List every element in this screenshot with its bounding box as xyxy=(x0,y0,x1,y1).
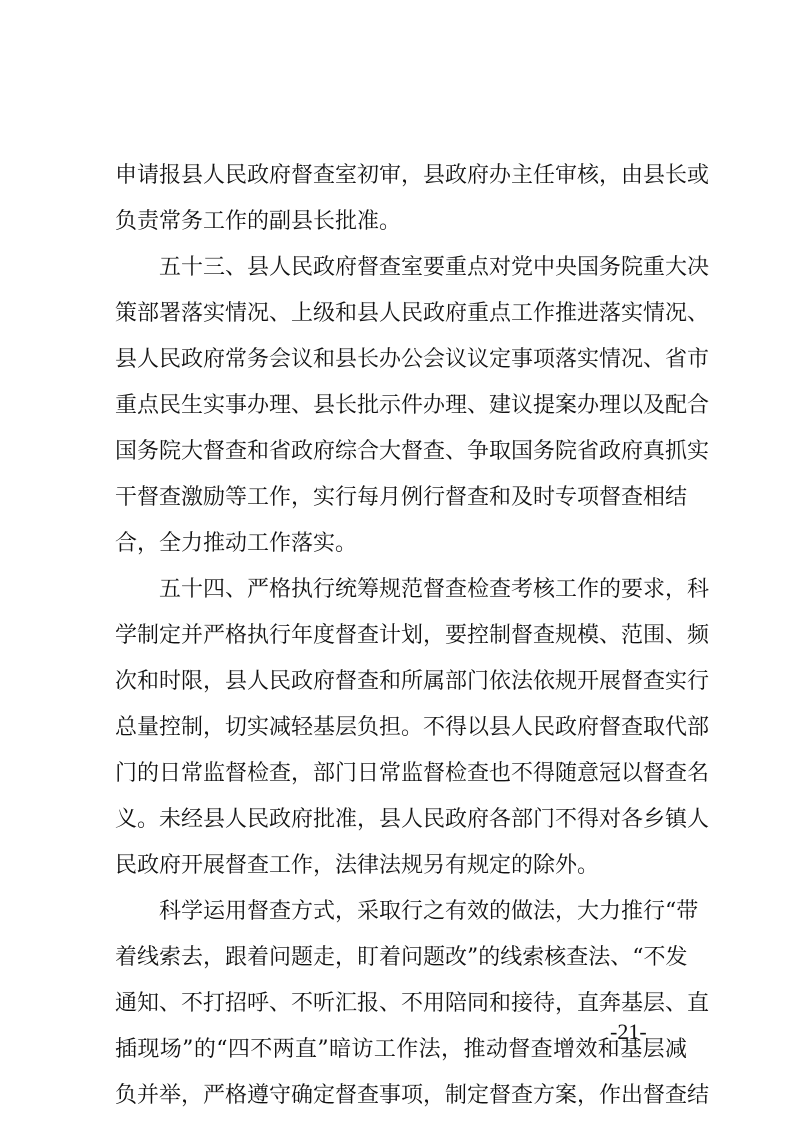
text-line: 策部署落实情况、上级和县人民政府重点工作推进落实情况、 xyxy=(115,301,710,326)
text-line: 总量控制，切实减轻基层负担。不得以县人民政府督查取代部 xyxy=(115,715,710,740)
text-line: 五十四、严格执行统筹规范督查检查考核工作的要求，科 xyxy=(159,577,710,602)
text-line: 重点民生实事办理、县长批示件办理、建议提案办理以及配合 xyxy=(115,393,710,418)
text-line: 通知、不打招呼、不听汇报、不用陪同和接待，直奔基层、直 xyxy=(115,991,710,1016)
body-text xyxy=(115,153,710,1119)
text-line: 着线索去，跟着问题走，盯着问题改”的线索核查法、“不发 xyxy=(115,945,688,970)
text-line: 次和时限，县人民政府督查和所属部门依法依规开展督查实行 xyxy=(115,669,710,694)
text-line: 科学运用督查方式，采取行之有效的做法，大力推行“带 xyxy=(159,899,699,924)
text-line: 负责常务工作的副县长批准。 xyxy=(115,209,402,234)
text-line: 学制定并严格执行年度督查计划，要控制督查规模、范围、频 xyxy=(115,623,710,648)
text-line: 国务院大督查和省政府综合大督查、争取国务院省政府真抓实 xyxy=(115,439,710,464)
text-line: 合，全力推动工作落实。 xyxy=(115,531,358,556)
page-number: -21- xyxy=(610,1019,647,1044)
text-line: 五十三、县人民政府督查室要重点对党中央国务院重大决 xyxy=(159,255,710,280)
text-line: 申请报县人民政府督查室初审，县政府办主任审核，由县长或 xyxy=(115,163,710,188)
text-line: 门的日常监督检查，部门日常监督检查也不得随意冠以督查名 xyxy=(115,761,710,786)
text-line: 县人民政府常务会议和县长办公会议议定事项落实情况、省市 xyxy=(115,347,710,372)
text-line: 负并举，严格遵守确定督查事项，制定督查方案，作出督查结 xyxy=(115,1083,710,1108)
text-line: 民政府开展督查工作，法律法规另有规定的除外。 xyxy=(115,853,600,878)
text-line: 义。未经县人民政府批准，县人民政府各部门不得对各乡镇人 xyxy=(115,807,710,832)
text-line: 插现场”的“四不两直”暗访工作法，推动督查增效和基层减 xyxy=(115,1037,687,1062)
text-line: 干督查激励等工作，实行每月例行督查和及时专项督查相结 xyxy=(115,485,688,510)
